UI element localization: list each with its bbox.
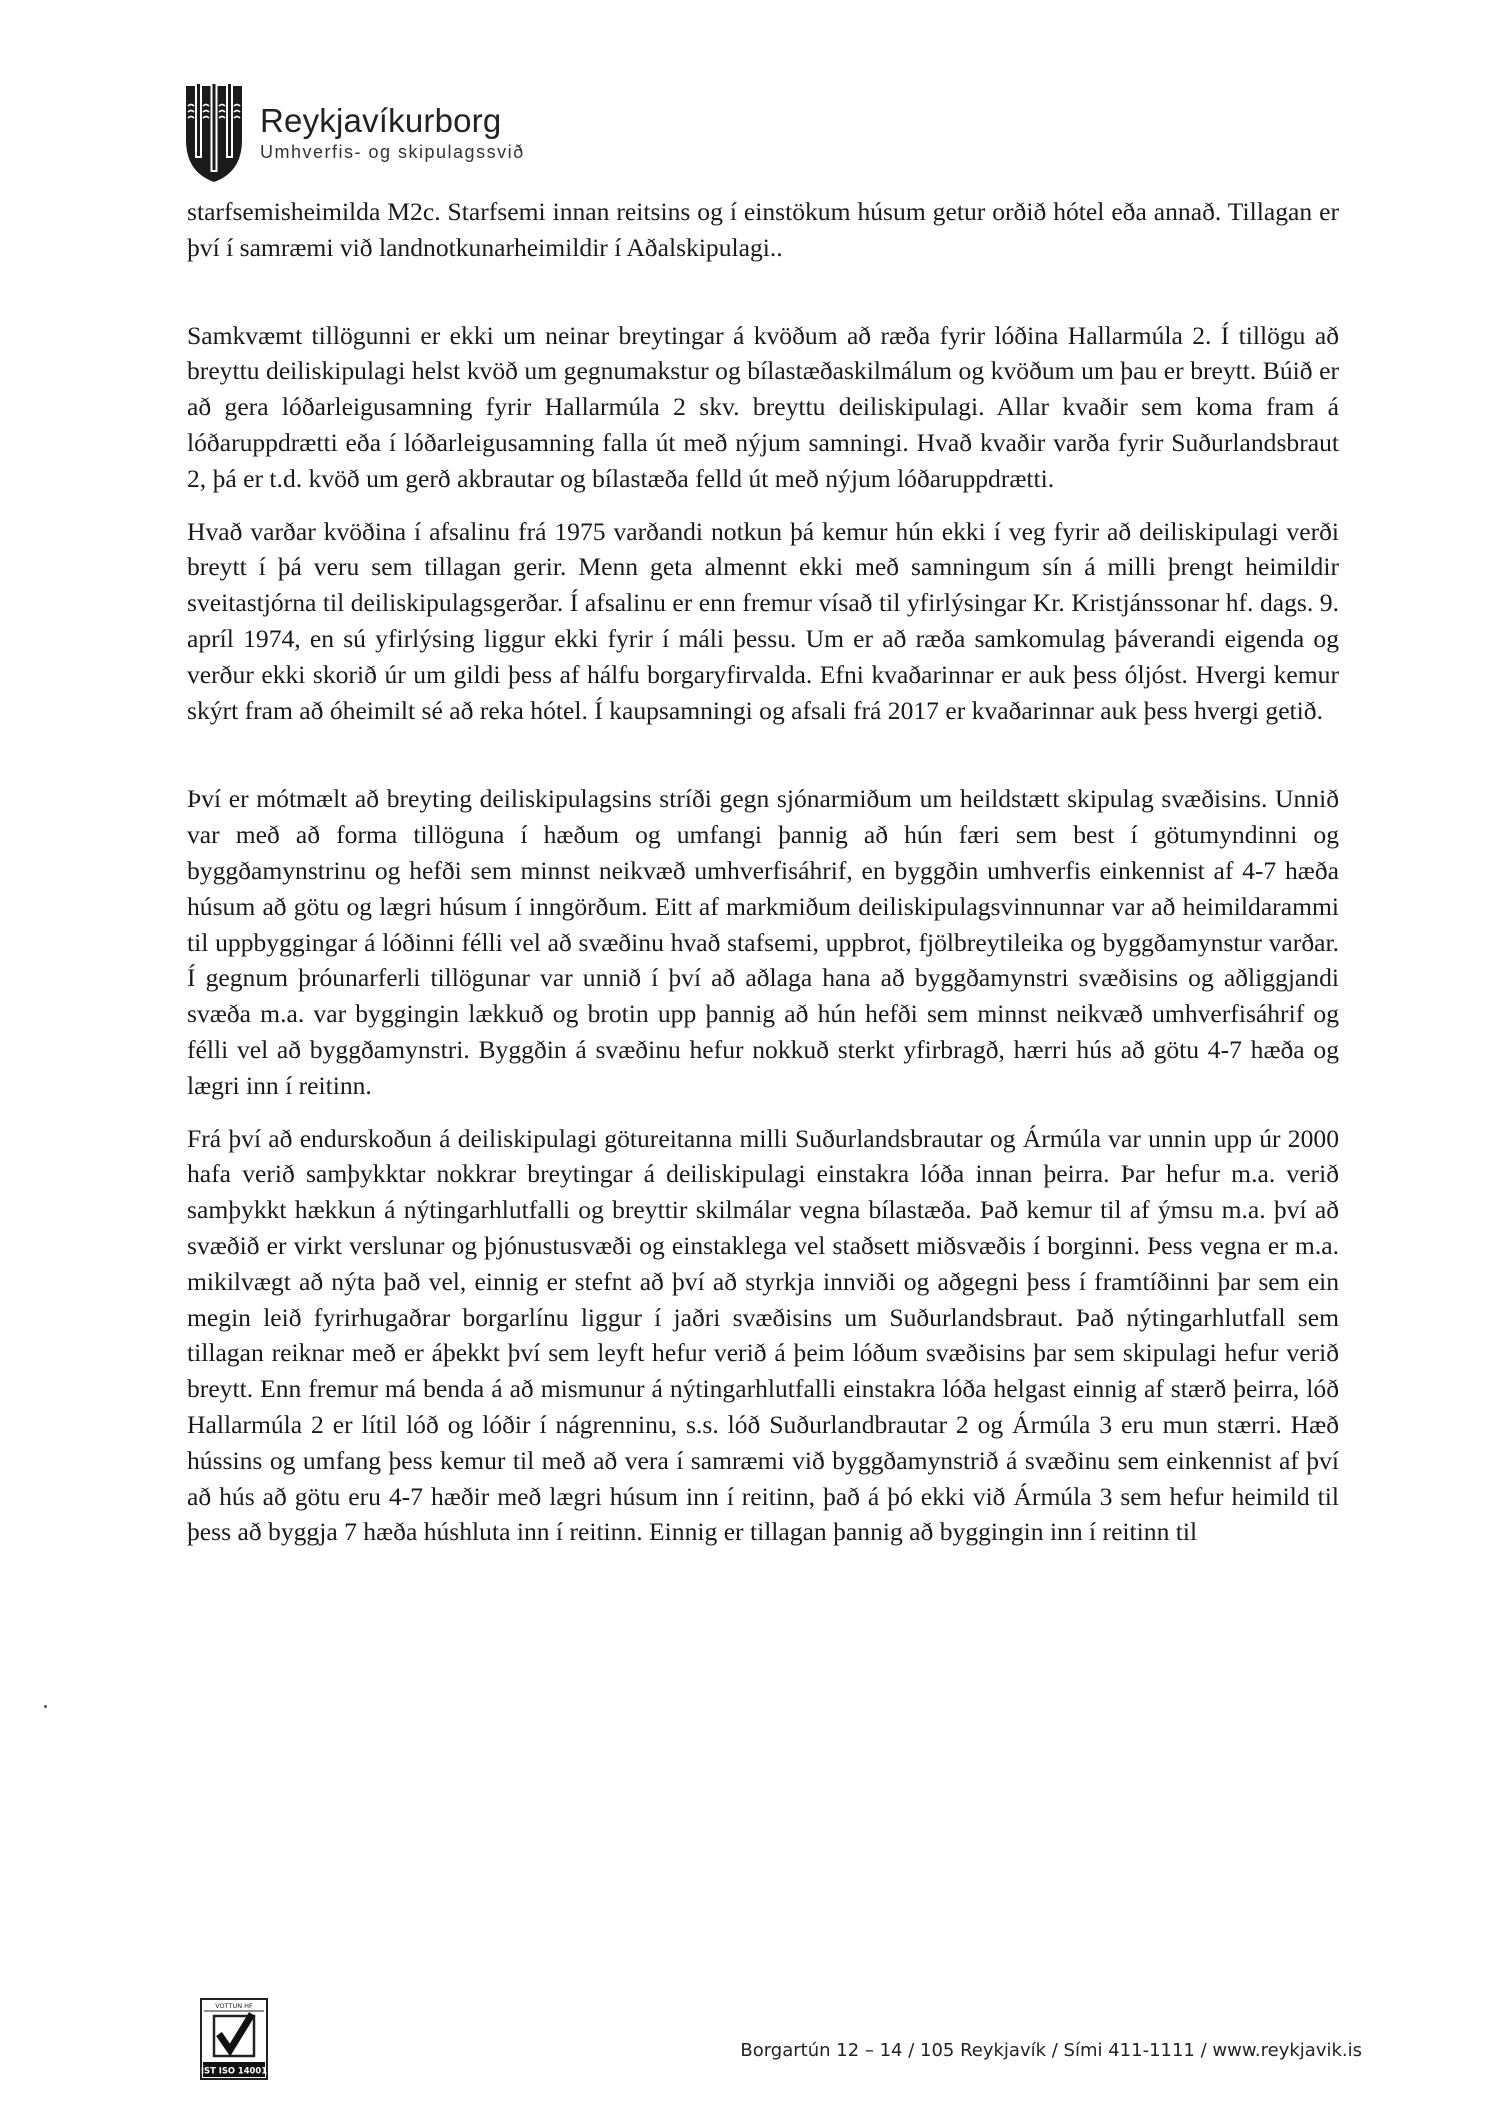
organization-name: Reykjavíkurborg [260, 102, 502, 139]
department-name: Umhverfis- og skipulagssvið [260, 142, 525, 162]
footer-address: Borgartún 12 – 14 / 105 Reykjavík / Sími 411-1111 / www.reykjavik.is [740, 2040, 1362, 2061]
letterhead-text [260, 102, 525, 163]
letterhead [182, 80, 525, 184]
scan-speck [44, 1705, 47, 1708]
paragraph-4: Því er mótmælt að breyting deiliskipulagsins stríði gegn sjónarmiðum um heildstætt skipulag svæðisins. Unnið var með að forma tillöguna í hæðum og umfangi þannig að hún færi sem best í götumyndinni og byggðamynstrinu og hefði sem minnst neikvæð umhverfisáhrif, en byggðin umhverfis einkennist af 4-7 hæða húsum að götu og lægri húsum í inngörðum. Eitt af markmiðum deiliskipulagsvinnunnar var að heimildarammi til uppbyggingar á lóðinni félli vel að svæðinu hvað stafsemi, uppbrot, fjölbreytileika og byggðamynstur varðar. Í gegnum þróunarferli tillögunar var unnið í því að aðlaga hana að byggðamynstri svæðisins og aðliggjandi svæða m.a. var byggingin lækkuð og brotin upp þannig að hún hefði sem minnst neikvæð umhverfisáhrif og félli vel að byggðamynstri. Byggðin á svæðinu hefur nokkuð sterkt yfirbragð, hærri hús að götu 4-7 hæða og lægri inn í reitinn. [187, 784, 1339, 1100]
paragraph-5: Frá því að endurskoðun á deiliskipulagi götureitanna milli Suðurlandsbrautar og Ármúla var unnin upp úr 2000 hafa verið samþykktar nokkrar breytingar á deiliskipulagi einstakra lóða innan þeirra. Þar hefur m.a. verið samþykkt hækkun á nýtingarhlutfalli og breyttir skilmálar vegna bílastæða. Það kemur til af ýmsu m.a. því að svæðið er virkt verslunar og þjónustusvæði og einstaklega vel staðsett miðsvæðis í borginni. Þess vegna er m.a. mikilvægt að nýta það vel, einnig er stefnt að því að styrkja innviði og aðgegni þess í framtíðinni þar sem ein megin leið fyrirhugaðrar borgarlínu liggur í jaðri svæðisins um Suðurlandsbraut. Það nýtingarhlutfall sem tillagan reiknar með er áþekkt því sem leyft hefur verið á þeim lóðum svæðisins þar sem skipulagi hefur verið breytt. Enn fremur má benda á að mismunur á nýtingarhlutfalli einstakra lóða helgast einnig af stærð þeirra, lóð Hallarmúla 2 er lítil lóð og lóðir í nágrenninu, s.s. lóð Suðurlandbrautar 2 og Ármúla 3 eru mun stærri. Hæð hússins og umfang þess kemur til með að vera í samræmi við byggðamynstrið á svæðinu sem einkennist af því að hús að götu eru 4-7 hæðir með lægri húsum inn í reitinn, það á þó ekki við Ármúla 3 sem hefur heimild til þess að byggja 7 hæða húshluta inn í reitinn. Einnig er tillagan þannig að byggingin inn í reitinn til [187, 1123, 1339, 1547]
paragraph-1: starfsemisheimilda M2c. Starfsemi innan reitsins og í einstökum húsum getur orðið hótel eða annað. Tillagan er því í samræmi við landnotkunarheimildir í Aðalskipulagi.. [187, 197, 1339, 262]
reykjavik-crest-icon [182, 80, 246, 184]
cert-bottom-label: ÍST ISO 14001 [200, 2065, 268, 2076]
letter-body [187, 194, 1339, 1550]
paragraph-2: Samkvæmt tillögunni er ekki um neinar breytingar á kvöðum að ræða fyrir lóðina Hallarmúla 2. Í tillögu að breyttu deiliskipulagi helst kvöð um gegnumakstur og bílastæðaskilmálum og kvöðum um þau er breytt. Búið er að gera lóðarleigusamning fyrir Hallarmúla 2 skv. breyttu deiliskipulagi. Allar kvaðir sem koma fram á lóðaruppdrætti eða í lóðarleigusamning falla út með nýjum samningi. Hvað kvaðir varða fyrir Suðurlandsbraut 2, þá er t.d. kvöð um gerð akbrautar og bílastæða felld út með nýjum lóðaruppdrætti. [187, 320, 1339, 493]
cert-top-label: VOTTUN HF [215, 2002, 253, 2010]
iso-certification-logo [200, 1998, 268, 2080]
paragraph-3: Hvað varðar kvöðina í afsalinu frá 1975 varðandi notkun þá kemur hún ekki í veg fyrir að deiliskipulagi verði breytt í þá veru sem tillagan gerir. Menn geta almennt ekki með samningum sín á milli þrengt heimildir sveitastjórna til deiliskipulagsgerðar. Í afsalinu er enn fremur vísað til yfirlýsingar Kr. Kristjánssonar hf. dags. 9. apríl 1974, en sú yfirlýsing liggur ekki fyrir í máli þessu. Um er að ræða samkomulag þáverandi eigenda og verður ekki skorið úr um gildi þess af hálfu borgaryfirvalda. Efni kvaðarinnar er auk þess óljóst. Hvergi kemur skýrt fram að óheimilt sé að reka hótel. Í kaupsamningi og afsali frá 2017 er kvaðarinnar auk þess hvergi getið. [187, 516, 1339, 725]
